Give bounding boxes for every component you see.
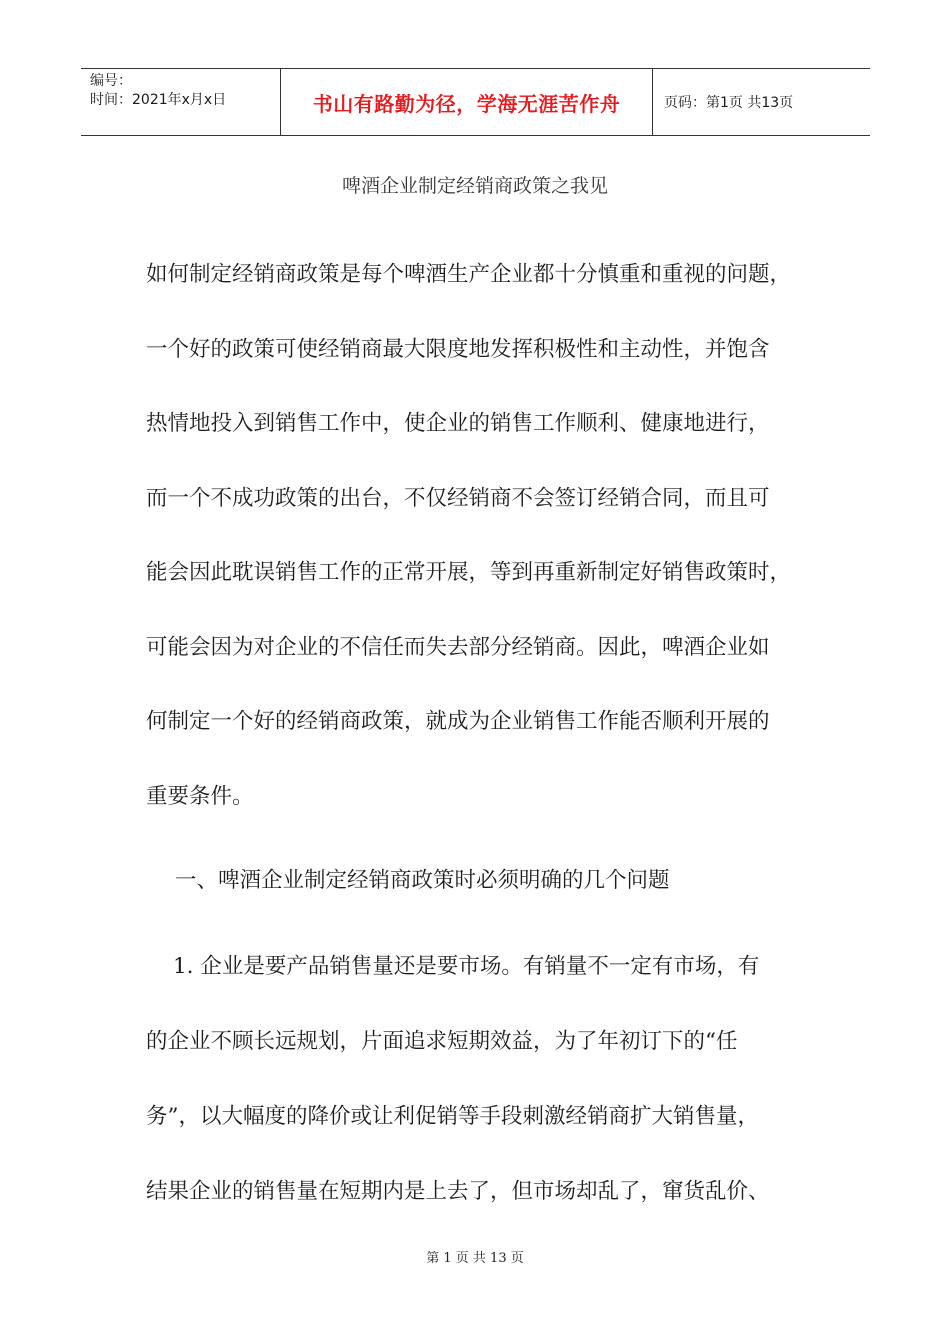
header-page-cell — [653, 69, 870, 135]
date-label: 时间：2021年x月x日 — [90, 92, 227, 108]
body-line: 如何制定经销商政策是每个啤酒生产企业都十分慎重和重视的问题， — [146, 262, 792, 287]
body-line: 重要条件。 — [146, 784, 254, 809]
page-footer: 第 1 页 共 13 页 — [426, 1251, 524, 1266]
page-info: 页码：第1页 共13页 — [664, 95, 794, 111]
document-title: 啤酒企业制定经销商政策之我见 — [341, 175, 608, 197]
body-line: 能会因此耽误销售工作的正常开展，等到再重新制定好销售政策时， — [146, 560, 792, 585]
body-line: 何制定一个好的经销商政策，就成为企业销售工作能否顺利开展的 — [146, 709, 770, 734]
serial-number-label: 编号： — [90, 73, 132, 89]
body-line: 务”，以大幅度的降价或让利促销等手段刺激经销商扩大销售量， — [146, 1104, 759, 1129]
document-header — [81, 68, 870, 136]
motto-text: 书山有路勤为径，学海无涯苦作舟 — [312, 91, 621, 116]
body-line: 的企业不顾长远规划，片面追求短期效益，为了年初订下的“任 — [146, 1029, 738, 1054]
body-line: 而一个不成功政策的出台，不仅经销商不会签订经销合同，而且可 — [146, 486, 770, 511]
header-motto-cell — [281, 69, 653, 135]
body-line: 结果企业的销售量在短期内是上去了，但市场却乱了，窜货乱价、 — [146, 1179, 770, 1204]
header-meta-cell — [81, 69, 281, 135]
section-heading: 一、啤酒企业制定经销商政策时必须明确的几个问题 — [175, 868, 670, 893]
body-line: 可能会因为对企业的不信任而失去部分经销商。因此，啤酒企业如 — [146, 635, 770, 660]
body-line: 1. 企业是要产品销售量还是要市场。有销量不一定有市场，有 — [173, 954, 760, 979]
body-line: 一个好的政策可使经销商最大限度地发挥积极性和主动性，并饱含 — [146, 337, 770, 362]
body-line: 热情地投入到销售工作中，使企业的销售工作顺利、健康地进行， — [146, 411, 770, 436]
